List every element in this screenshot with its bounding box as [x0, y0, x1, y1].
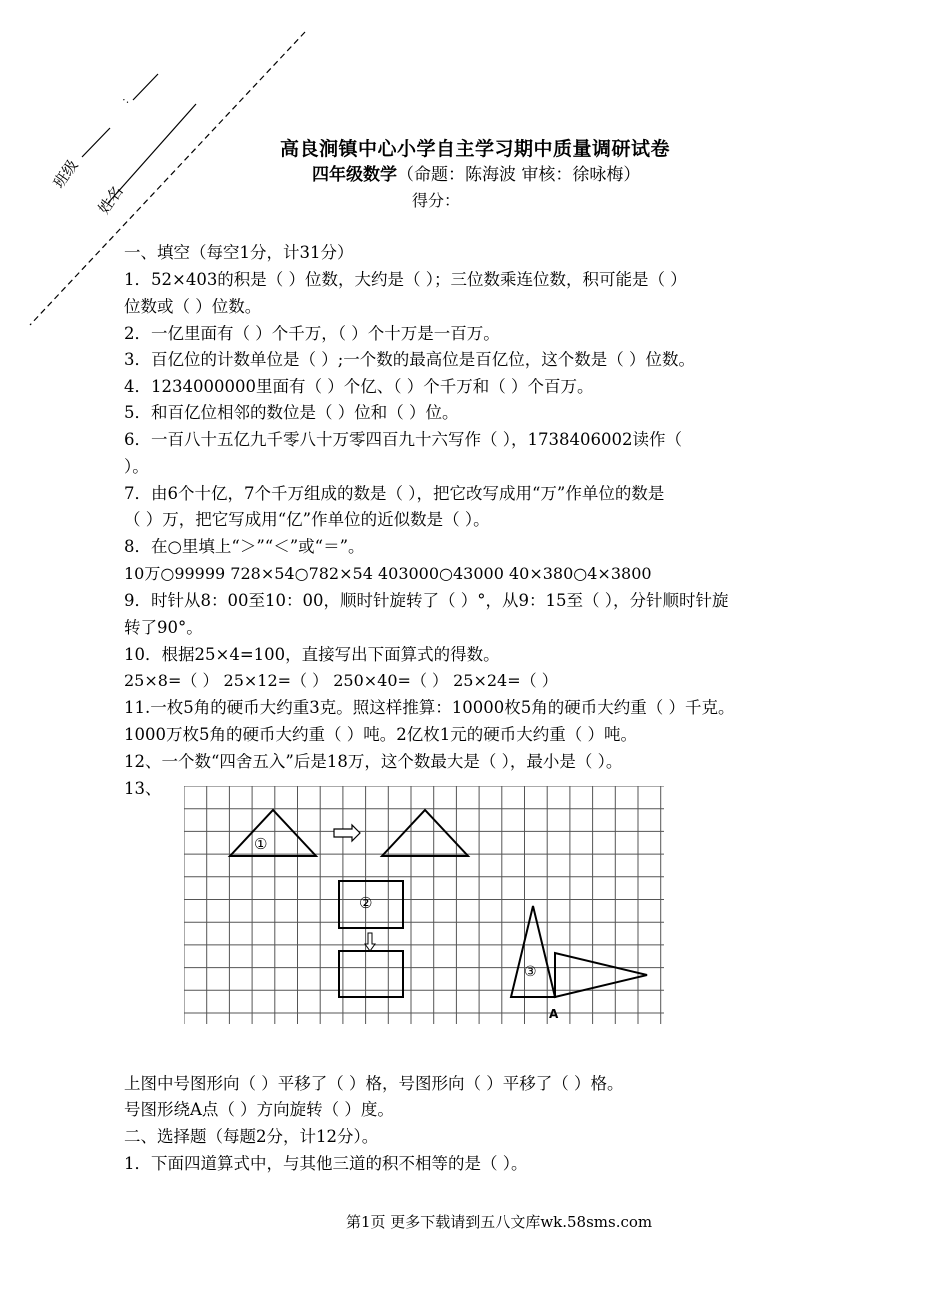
- q4: 4．1234000000里面有（ ）个亿、（ ）个千万和（ ）个百万。: [124, 377, 594, 396]
- page-footer: 第1页 更多下载请到五八文库wk.58sms.com: [346, 1213, 653, 1231]
- section-2-heading: 二、选择题（每题2分，计12分）。: [124, 1127, 379, 1146]
- colon-mark: ：: [118, 90, 136, 107]
- q12: 12、一个数“四舍五入”后是18万，这个数最大是（ ），最小是（ ）。: [124, 752, 623, 771]
- q10-line-1: 10．根据25×4=100，直接写出下面算式的得数。: [124, 645, 500, 664]
- section-1-heading: 一、填空（每空1分，计31分）: [124, 243, 354, 262]
- q13-answer-line-1: 上图中号图形向（ ）平移了（ ）格，号图形向（ ）平移了（ ）格。: [124, 1074, 624, 1093]
- q5: 5．和百亿位相邻的数位是（ ）位和（ ）位。: [124, 403, 459, 422]
- choice-q1: 1．下面四道算式中，与其他三道的积不相等的是（ ）。: [124, 1154, 528, 1173]
- q8-line-2: 10万○99999 728×54○782×54 403000○43000 40×380○4×3800: [124, 564, 652, 583]
- q3: 3．百亿位的计数单位是（ ）;一个数的最高位是百亿位，这个数是（ ）位数。: [124, 350, 696, 369]
- page-title: 高良涧镇中心小学自主学习期中质量调研试卷: [280, 138, 671, 160]
- q11-line-1: 11.一枚5角的硬币大约重3克。照这样推算：10000枚5角的硬币大约重（ ）千克。: [124, 698, 735, 717]
- class-underline: [82, 128, 110, 157]
- q7-line-2: （ ）万，把它写成用“亿”作单位的近似数是（ ）。: [124, 510, 490, 529]
- name-label: 姓名: [94, 182, 127, 218]
- figure-label-3: ③: [524, 964, 537, 980]
- q1-line-2: 位数或（ ）位数。: [124, 297, 262, 316]
- q13-answer-line-2: 号图形绕A点（ ）方向旋转（ ）度。: [124, 1100, 394, 1119]
- class-label: 班级: [49, 156, 82, 192]
- figure-label-2: ②: [359, 894, 373, 912]
- point-a-label: A: [549, 1007, 559, 1021]
- q13-label: 13、: [124, 779, 162, 798]
- q1-line-1: 1．52×403的积是（ ）位数，大约是（ ）；三位数乘连位数，积可能是（ ）: [124, 270, 687, 289]
- q9-line-2: 转了90°。: [124, 618, 203, 637]
- q11-line-2: 1000万枚5角的硬币大约重（ ）吨。2亿枚1元的硬币大约重（ ）吨。: [124, 725, 637, 744]
- q8-line-1: 8．在○里填上“＞”“＜”或“＝”。: [124, 537, 365, 556]
- credits: （命题：陈海波 审核：徐咏梅）: [397, 165, 641, 185]
- q6-line-1: 6．一百八十五亿九千零八十万零四百九十六写作（ ），1738406002读作（: [124, 430, 682, 449]
- class-underline-2: [133, 74, 158, 100]
- q2: 2．一亿里面有（ ）个千万，（ ）个十万是一百万。: [124, 324, 500, 343]
- q10-line-2: 25×8=（ ） 25×12=（ ） 250×40=（ ） 25×24=（ ）: [124, 671, 558, 690]
- subtitle: [312, 160, 640, 185]
- q9-line-1: 9．时针从8：00至10：00，顺时针旋转了（ ）°，从9：15至（ ），分针顺时针旋: [124, 591, 729, 610]
- score-label: 得分：: [412, 191, 461, 210]
- q6-line-2: ）。: [124, 457, 149, 476]
- figure-label-1: ①: [254, 835, 268, 853]
- transform-grid-figure: [184, 786, 664, 1024]
- q7-line-1: 7．由6个十亿，7个千万组成的数是（ ），把它改写成用“万”作单位的数是: [124, 484, 665, 503]
- subject: 四年级数学: [312, 165, 397, 185]
